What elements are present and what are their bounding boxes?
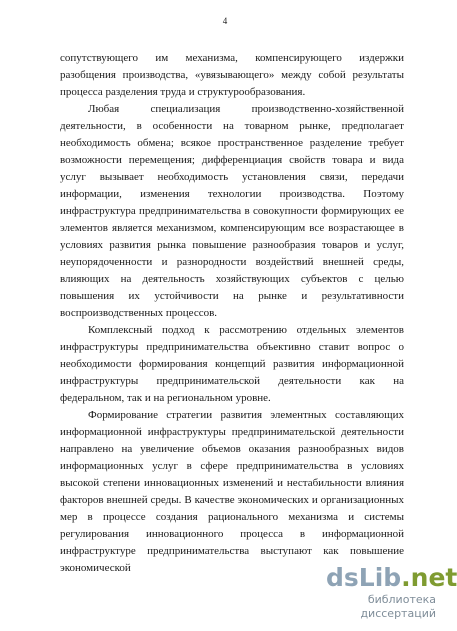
dslib-logo <box>326 563 457 592</box>
paragraph-specialization: Любая специализация производственно-хозяйственной деятельности, в особенности на товарном рынке, предполагает необходимость обмена; всякое пространственное разделение требует возможности перемещения; дифференциация свойств товара и вида услуг вызывает необходимость установления связи, передачи информации, изменения технологии производства. Поэтому инфраструктура предпринимательства в совокупности формирующих ее элементов является механизмом, компенсирующим все возрастающее в условиях развития рынка повышение разнообразия товаров и услуг, неупорядоченности и разнородности воздействий внешней среды, влияющих на деятельность хозяйствующих субъектов с целью повышения их устойчивости на рынке и результативности воспроизводственных процессов. <box>60 103 404 319</box>
paragraph-continuation: сопутствующего им механизма, компенсирующего издержки разобщения производства, «увязывающего» между собой результаты процесса разделения труда и структурообразования. <box>60 52 404 98</box>
dslib-logo-suffix: .net <box>401 563 457 592</box>
dslib-watermark <box>326 563 457 621</box>
document-body <box>60 50 404 577</box>
paragraph-strategy: Формирование стратегии развития элементных составляющих информационной инфраструктуры предпринимательской деятельности направлено на увеличение объемов оказания разнообразных видов информационных услуг в сфере предпринимательства в условиях высокой степени инновационных изменений и нестабильности влияния факторов внешней среды. В качестве экономических и организационных мер в процессе создания рационального механизма и системы регулирования инновационного процесса в информационной инфраструктуре предпринимательства выступают как повышение экономической <box>60 409 404 574</box>
dslib-caption: библиотека диссертаций <box>360 593 436 620</box>
paragraph-complex-approach: Комплексный подход к рассмотрению отдельных элементов инфраструктуры предпринимательства объективно ставит вопрос о необходимости формирования концепций развития информационной инфраструктуры предпринимательской деятельности как на федеральном, так и на региональном уровне. <box>60 324 404 404</box>
page-number: 4 <box>222 16 228 26</box>
dslib-logo-main: dsLib <box>326 563 402 592</box>
